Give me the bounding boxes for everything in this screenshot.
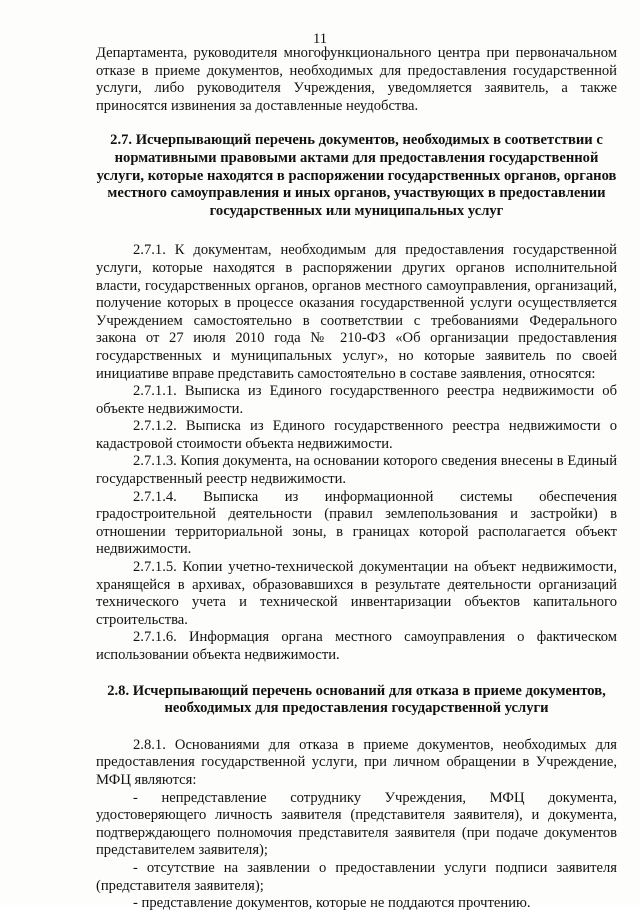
paragraph-2-7-1-6: 2.7.1.6. Информация органа местного самоуправления о фактическом использовании объекта недвижимости. [96,629,617,663]
list-item-1: - непредставление сотруднику Учреждения, МФЦ документа, удостоверяющего личность заявителя (представителя заявителя), и документа, подтверждающего полномочия представителя заявителя (при подаче документов представителем заявителя); [96,789,617,859]
paragraph-2-7-1: 2.7.1. К документам, необходимым для предоставления государственной услуги, которые находятся в распоряжении других органов исполнительной власти, государственных органов, органов местного самоуправления, организаций, получение которых в процессе оказания государственной услуги осуществляется Учреждением самостоятельно в соответствии с требованиями Федерального закона от 27 июля 2010 года № 210-ФЗ «Об организации предоставления государственных и муниципальных услуг», но которые заявитель по своей инициативе вправе представить самостоятельно в составе заявления, относятся: [96,242,617,382]
paragraph-2-7-1-2: 2.7.1.2. Выписка из Единого государственного реестра недвижимости о кадастровой стоимости объекта недвижимости. [96,418,617,452]
paragraph-2-7-1-1: 2.7.1.1. Выписка из Единого государственного реестра недвижимости об объекте недвижимости. [96,383,617,417]
section-heading-2-7: 2.7. Исчерпывающий перечень документов, необходимых в соответствии с нормативными правовыми актами для предоставления государственной услуги, которые находятся в распоряжении государственных органов, органов местного самоуправления и иных органов, участвующих в предоставлении государственных или муниципальных услуг [96,132,617,219]
paragraph-2-7-1-3: 2.7.1.3. Копия документа, на основании которого сведения внесены в Единый государственный реестр недвижимости. [96,453,617,488]
page-number: 11 [312,31,328,47]
paragraph-continuation: Департамента, руководителя многофункционального центра при первоначальном отказе в приеме документов, необходимых для предоставления государственной услуги, либо руководителя Учреждения, уведомляется заявитель, а также приносятся извинения за доставленные неудобства. [96,45,617,114]
paragraph-2-7-1-4: 2.7.1.4. Выписка из информационной системы обеспечения градостроительной деятельности (правил землепользования и застройки) в отношении территориальной зоны, в границах которой располагается объект недвижимости. [96,488,617,558]
list-item-3: - представление документов, которые не поддаются прочтению. [133,895,531,912]
section-heading-2-8: 2.8. Исчерпывающий перечень оснований для отказа в приеме документов, необходимых для предоставления государственной услуги [107,682,606,717]
list-item-2: - отсутствие на заявлении о предоставлении услуги подписи заявителя (представителя заявителя); [96,859,617,894]
paragraph-2-7-1-5: 2.7.1.5. Копии учетно-технической документации на объект недвижимости, хранящейся в архивах, образовавшихся в результате деятельности организаций технического учета и технической инвентаризации объектов капитального строительства. [96,559,617,628]
page-content [96,45,617,913]
paragraph-2-8-1: 2.8.1. Основаниями для отказа в приеме документов, необходимых для предоставления государственной услуги, при личном обращении в Учреждение, МФЦ являются: [96,736,617,788]
